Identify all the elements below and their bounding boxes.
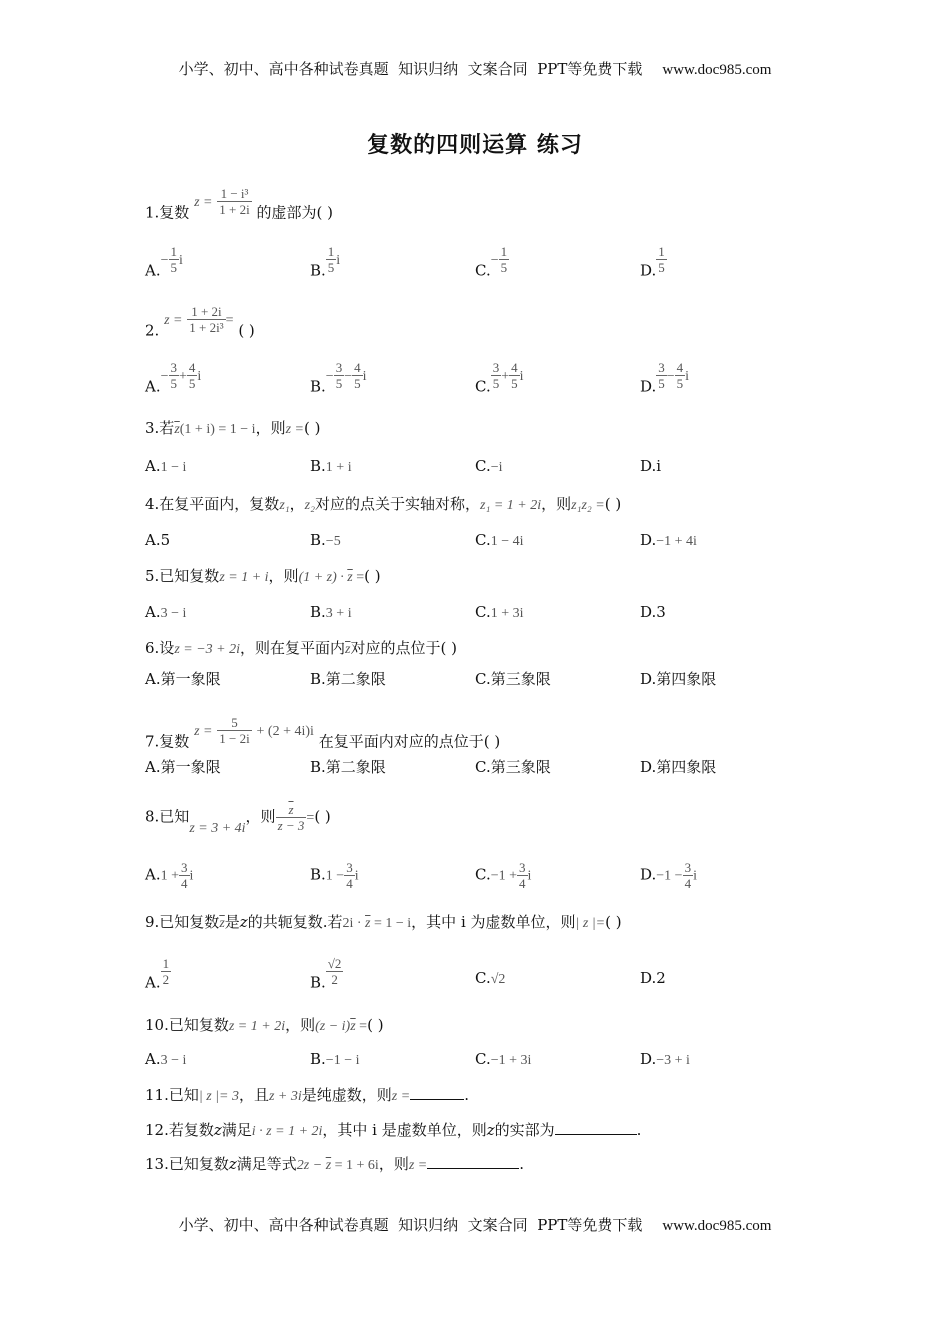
q13-answer-blank[interactable] (427, 1154, 519, 1169)
page-footer (0, 1214, 950, 1235)
q7-option-b[interactable]: B.第二象限 (310, 758, 386, 776)
q4-option-c[interactable]: C.1 − 4i (475, 531, 524, 549)
question-7: 7.复数 z = $\frac{5}{1 - 2i}$ + (2 + 4i)i 在复平面内对应的点位于( ) (145, 715, 501, 751)
question-2: 2. z = $\frac{1 + 2i}{\text{1 + 2i³}}$ = ( ) (145, 304, 255, 340)
q6-option-b[interactable]: B.第二象限 (310, 670, 386, 688)
q4-option-d[interactable]: D.−1 + 4i (640, 531, 697, 549)
q6-option-c[interactable]: C.第三象限 (475, 670, 551, 688)
q6-option-d[interactable]: D.第四象限 (640, 670, 717, 688)
q5-option-d[interactable]: D.3 (640, 603, 666, 621)
q1-prefix: 1.复数 (145, 203, 190, 222)
q8-option-d[interactable]: D.−1 − $\frac{3}{4}$ i (640, 860, 697, 891)
question-11: 11.已知| z |= 3，且z + 3i是纯虚数，则z = . (145, 1086, 469, 1104)
question-4: 4.在复平面内，复数z₁，z₂对应的点关于实轴对称，z₁ = 1 + 2i，则z₁z₂ =( ) (145, 495, 622, 513)
q3-option-d[interactable]: D.i (640, 457, 662, 475)
q11-answer-blank[interactable] (410, 1085, 464, 1100)
question-1 (145, 186, 333, 229)
question-9: 9.已知复数$\overline{z}$是z的共轭复数.若$2i \cdot \overline{z} = 1 - i$，其中 i 为虚数单位，则| z |=( ) (145, 913, 622, 931)
q1-option-d[interactable]: D. $\frac{1}{5}$ (640, 244, 665, 280)
q1-suffix: 的虚部为( ) (256, 203, 333, 222)
q8-option-b[interactable]: B.1 − $\frac{3}{4}$ i (310, 860, 359, 891)
q3-option-c[interactable]: C.−i (475, 457, 503, 475)
q1-option-a[interactable]: A.− $\frac{1}{5}$ i (145, 244, 183, 280)
q3-option-b[interactable]: B.1 + i (310, 457, 352, 475)
q5-option-b[interactable]: B.3 + i (310, 603, 352, 621)
page-header (0, 58, 950, 79)
q1-option-b[interactable]: B. $\frac{1}{5}$ i (310, 244, 341, 280)
footer-url[interactable]: www.doc985.com (662, 1218, 772, 1234)
question-5: 5.已知复数z = 1 + i，则$(1 + z) \cdot \overline{z}$ =( ) (145, 567, 381, 585)
q6-option-a[interactable]: A.第一象限 (145, 670, 221, 688)
q9-option-b[interactable]: B. $\frac{√2}{2}$ (310, 956, 342, 992)
q7-option-a[interactable]: A.第一象限 (145, 758, 221, 776)
question-12: 12.若复数z满足i · z = 1 + 2i，其中 i 是虚数单位，则z的实部为 . (145, 1121, 642, 1139)
header-text: 小学、初中、高中各种试卷真题 知识归纳 文案合同 PPT等免费下载 (178, 60, 643, 78)
q10-option-d[interactable]: D.−3 + i (640, 1050, 690, 1068)
q10-option-a[interactable]: A.3 − i (145, 1050, 187, 1068)
q2-option-a[interactable]: A.− $\frac{3}{5}$ + $\frac{4}{5}$ i (145, 360, 202, 396)
q5-option-c[interactable]: C.1 + 3i (475, 603, 524, 621)
footer-text: 小学、初中、高中各种试卷真题 知识归纳 文案合同 PPT等免费下载 (178, 1216, 643, 1234)
q2-option-d[interactable]: D. $\frac{3}{5}$ − $\frac{4}{5}$ i (640, 360, 690, 396)
page-title: 复数的四则运算 练习 (367, 132, 583, 158)
q2-prefix: 2. (145, 321, 160, 340)
q5-option-a[interactable]: A.3 − i (145, 603, 187, 621)
q1-fraction: $\frac{\text{1 − i³}}{1 + 2i}$ (219, 186, 250, 217)
q9-option-d[interactable]: D.2 (640, 969, 666, 987)
q10-option-c[interactable]: C.−1 + 3i (475, 1050, 532, 1068)
question-13: 13.已知复数z满足等式$2z - \overline{z} = 1 + 6i$，则z = . (145, 1155, 525, 1173)
q12-answer-blank[interactable] (555, 1120, 637, 1135)
q10-option-b[interactable]: B.−1 − i (310, 1050, 360, 1068)
q9-option-a[interactable]: A. $\frac{1}{2}$ (145, 956, 170, 992)
question-6: 6.设z = −3 + 2i，则在复平面内$\overline{z}$对应的点位于( ) (145, 639, 457, 657)
q3-option-a[interactable]: A.1 − i (145, 457, 187, 475)
q8-option-a[interactable]: A.1 + $\frac{3}{4}$ i (145, 860, 194, 891)
q7-option-d[interactable]: D.第四象限 (640, 758, 717, 776)
question-3: 3.若$\overline{z}(1 + i) = 1 - i$，则z =( ) (145, 419, 321, 437)
q4-option-b[interactable]: B.−5 (310, 531, 341, 549)
q7-option-c[interactable]: C.第三象限 (475, 758, 551, 776)
q2-option-c[interactable]: C. $\frac{3}{5}$ + $\frac{4}{5}$ i (475, 360, 524, 396)
q2-option-b[interactable]: B.− $\frac{3}{5}$ − $\frac{4}{5}$ i (310, 360, 367, 396)
q1-option-c[interactable]: C.− $\frac{1}{5}$ (475, 244, 508, 280)
q8-option-c[interactable]: C.−1 + $\frac{3}{4}$ i (475, 860, 532, 891)
question-8: 8.已知z = 3 + 4i，则 $\frac{\overline{z}}{z - 3}$ =( ) (145, 802, 331, 836)
q4-option-a[interactable]: A.5 (145, 531, 171, 549)
q9-option-c[interactable]: C.√2 (475, 969, 506, 987)
question-10: 10.已知复数z = 1 + 2i，则$(z - i)\overline{z}$ =( ) (145, 1016, 384, 1034)
q2-fraction: $\frac{1 + 2i}{\text{1 + 2i³}}$ (189, 304, 224, 335)
header-url[interactable]: www.doc985.com (662, 62, 772, 78)
q1-lhs: z = (194, 194, 213, 210)
